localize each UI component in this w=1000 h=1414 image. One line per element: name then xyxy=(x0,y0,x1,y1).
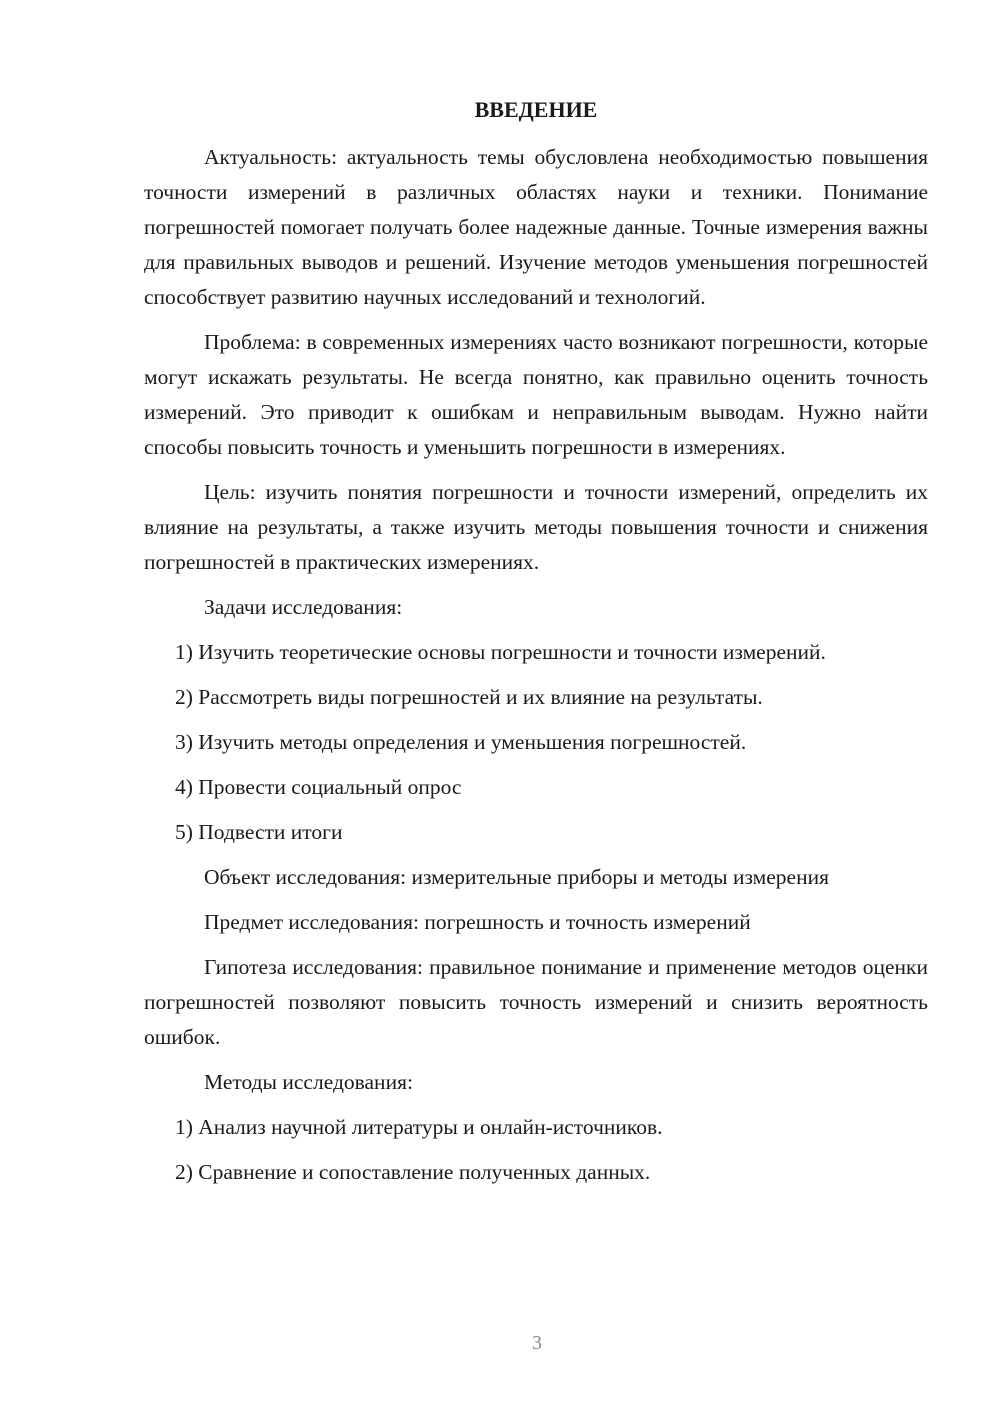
object-line: Объект исследования: измерительные приборы и методы измерения xyxy=(204,865,829,889)
method-item: 1) Анализ научной литературы и онлайн-источников. xyxy=(175,1115,663,1139)
task-item: 1) Изучить теоретические основы погрешности и точности измерений. xyxy=(175,640,826,664)
task-item: 2) Рассмотреть виды погрешностей и их влияние на результаты. xyxy=(175,685,763,709)
methods-heading: Методы исследования: xyxy=(204,1070,413,1094)
task-item: 4) Провести социальный опрос xyxy=(175,775,462,799)
page-title: ВВЕДЕНИЕ xyxy=(474,97,598,122)
problem-paragraph: Проблема: в современных измерениях часто возникают погрешности, которые могут искажать результаты. Не всегда понятно, как правильно оценить точность измерений. Это приводит к ошибкам и неправильным выводам. Нужно найти способы повысить точность и уменьшить погрешности в измерениях. xyxy=(144,330,928,459)
page-number: 3 xyxy=(532,1332,542,1354)
hypothesis-paragraph: Гипотеза исследования: правильное понимание и применение методов оценки погрешностей позволяют повысить точность измерений и снизить вероятность ошибок. xyxy=(144,955,928,1049)
task-item: 5) Подвести итоги xyxy=(175,820,343,844)
task-item: 3) Изучить методы определения и уменьшения погрешностей. xyxy=(175,730,747,754)
subject-line: Предмет исследования: погрешность и точность измерений xyxy=(204,910,751,934)
goal-paragraph: Цель: изучить понятия погрешности и точности измерений, определить их влияние на результаты, а также изучить методы повышения точности и снижения погрешностей в практических измерениях. xyxy=(144,480,928,574)
tasks-heading: Задачи исследования: xyxy=(204,595,403,619)
method-item: 2) Сравнение и сопоставление полученных данных. xyxy=(175,1160,651,1184)
document-page xyxy=(144,94,928,1200)
relevance-paragraph: Актуальность: актуальность темы обусловлена необходимостью повышения точности измерений в различных областях науки и техники. Понимание погрешностей помогает получать более надежные данные. Точные измерения важны для правильных выводов и решений. Изучение методов уменьшения погрешностей способствует развитию научных исследований и технологий. xyxy=(144,145,928,309)
